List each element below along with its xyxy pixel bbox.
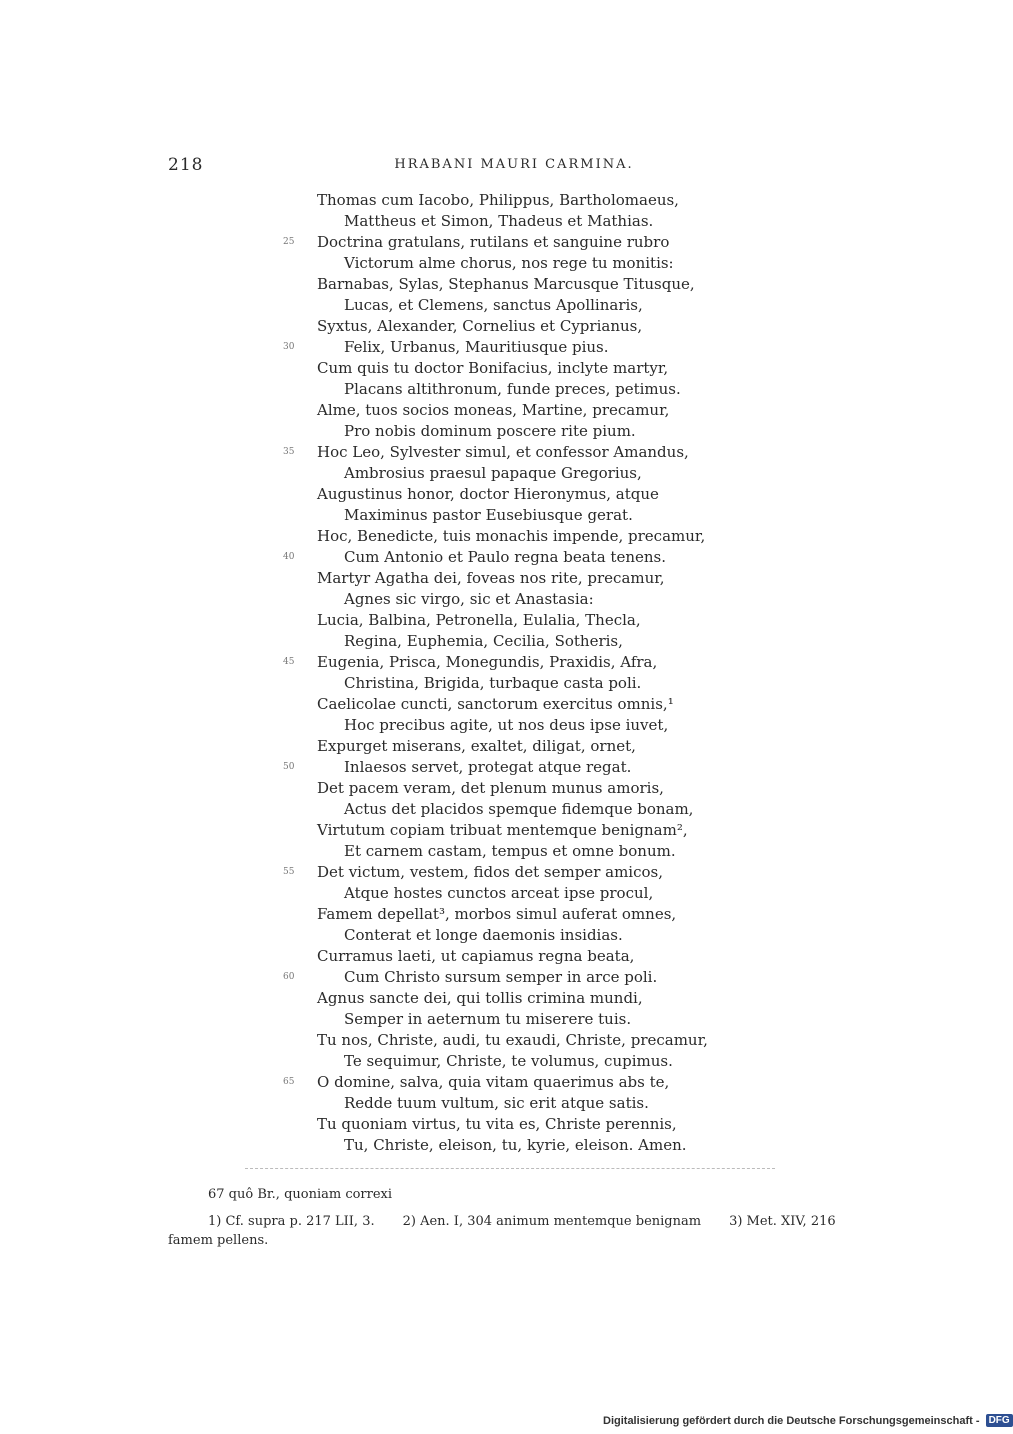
verse-line (0, 505, 1000, 526)
line-number: 65 (283, 1077, 295, 1087)
verse-line (0, 1114, 1000, 1135)
running-title: HRABANI MAURI CARMINA. (394, 157, 634, 172)
verse-text: Virtutum copiam tribuat mentemque benignam², (317, 821, 688, 839)
verse-line (0, 337, 1000, 358)
verse-text: Semper in aeternum tu miserere tuis. (344, 1010, 632, 1028)
line-number: 30 (283, 342, 295, 352)
verse-text: Det pacem veram, det plenum munus amoris, (317, 779, 664, 797)
verse-line (0, 946, 1000, 967)
verse-line (0, 358, 1000, 379)
verse-text: Atque hostes cunctos arceat ipse procul, (344, 884, 654, 902)
apparatus-note: 67 quô Br., quoniam correxi (208, 1187, 393, 1202)
verse-line (0, 862, 1000, 883)
footnotes-block (168, 1185, 848, 1250)
footnote-line (168, 1212, 848, 1231)
verse-text: Det victum, vestem, fidos det semper amicos, (317, 863, 663, 881)
verse-text: Alme, tuos socios moneas, Martine, precamur, (317, 401, 670, 419)
verse-line (0, 442, 1000, 463)
line-number: 25 (283, 237, 295, 247)
verse-line (0, 883, 1000, 904)
verse-line (0, 904, 1000, 925)
verse-line (0, 484, 1000, 505)
verse-text: Barnabas, Sylas, Stephanus Marcusque Titusque, (317, 275, 695, 293)
line-number: 50 (283, 762, 295, 772)
verse-text: Et carnem castam, tempus et omne bonum. (344, 842, 676, 860)
verse-text: Redde tuum vultum, sic erit atque satis. (344, 1094, 649, 1112)
verse-text: Actus det placidos spemque fidemque bonam, (344, 800, 694, 818)
footnote-1: 1) Cf. supra p. 217 LII, 3. (208, 1214, 375, 1229)
verse-line (0, 421, 1000, 442)
verse-line (0, 631, 1000, 652)
verse-text: Eugenia, Prisca, Monegundis, Praxidis, Afra, (317, 653, 658, 671)
verse-text: Victorum alme chorus, nos rege tu monitis: (344, 254, 674, 272)
verse-text: Tu nos, Christe, audi, tu exaudi, Christe, precamur, (317, 1031, 708, 1049)
footnote-3: 3) Met. XIV, 216 (729, 1214, 836, 1229)
verse-text: Cum Christo sursum semper in arce poli. (344, 968, 658, 986)
line-number: 60 (283, 972, 295, 982)
verse-line (0, 715, 1000, 736)
page-number: 218 (168, 155, 204, 175)
verse-text: O domine, salva, quia vitam quaerimus abs te, (317, 1073, 670, 1091)
verse-text: Tu, Christe, eleison, tu, kyrie, eleison. Amen. (344, 1136, 687, 1154)
verse-line (0, 1072, 1000, 1093)
verse-text: Maximinus pastor Eusebiusque gerat. (344, 506, 633, 524)
verse-text: Syxtus, Alexander, Cornelius et Cyprianus, (317, 317, 643, 335)
verse-line (0, 988, 1000, 1009)
verse-text: Curramus laeti, ut capiamus regna beata, (317, 947, 635, 965)
verse-text: Cum Antonio et Paulo regna beata tenens. (344, 548, 666, 566)
verse-line (0, 1135, 1000, 1156)
verse-line (0, 820, 1000, 841)
verse-text: Martyr Agatha dei, foveas nos rite, precamur, (317, 569, 665, 587)
verse-line (0, 652, 1000, 673)
footnote-separator (245, 1168, 775, 1169)
verse-text: Lucas, et Clemens, sanctus Apollinaris, (344, 296, 643, 314)
verse-line (0, 295, 1000, 316)
verse-text: Agnes sic virgo, sic et Anastasia: (344, 590, 594, 608)
verse-text: Regina, Euphemia, Cecilia, Sotheris, (344, 632, 623, 650)
verse-line (0, 799, 1000, 820)
verse-text: Hoc Leo, Sylvester simul, et confessor Amandus, (317, 443, 689, 461)
verse-line (0, 841, 1000, 862)
verse-line (0, 610, 1000, 631)
verse-line (0, 400, 1000, 421)
verse-line (0, 253, 1000, 274)
verse-line (0, 925, 1000, 946)
verse-line (0, 589, 1000, 610)
verse-text: Te sequimur, Christe, te volumus, cupimus. (344, 1052, 673, 1070)
verse-line (0, 757, 1000, 778)
verse-line (0, 1093, 1000, 1114)
verse-text: Hoc, Benedicte, tuis monachis impende, precamur, (317, 527, 706, 545)
verse-line (0, 967, 1000, 988)
verse-line (0, 526, 1000, 547)
verse-text: Ambrosius praesul papaque Gregorius, (344, 464, 642, 482)
line-number: 55 (283, 867, 295, 877)
verse-text: Tu quoniam virtus, tu vita es, Christe perennis, (317, 1115, 677, 1133)
verse-line (0, 778, 1000, 799)
verse-text: Felix, Urbanus, Mauritiusque pius. (344, 338, 609, 356)
verse-line (0, 673, 1000, 694)
verse-text: Lucia, Balbina, Petronella, Eulalia, Thecla, (317, 611, 641, 629)
verse-text: Hoc precibus agite, ut nos deus ipse iuvet, (344, 716, 669, 734)
verse-line (0, 1051, 1000, 1072)
verse-text: Augustinus honor, doctor Hieronymus, atque (317, 485, 659, 503)
verse-text: Caelicolae cuncti, sanctorum exercitus omnis,¹ (317, 695, 674, 713)
verse-text: Christina, Brigida, turbaque casta poli. (344, 674, 642, 692)
verse-text: Mattheus et Simon, Thadeus et Mathias. (344, 212, 654, 230)
verse-line (0, 1009, 1000, 1030)
verse-line (0, 736, 1000, 757)
verse-line (0, 316, 1000, 337)
verse-line (0, 694, 1000, 715)
line-number: 40 (283, 552, 295, 562)
verse-line (0, 274, 1000, 295)
verse-text: Agnus sancte dei, qui tollis crimina mundi, (317, 989, 643, 1007)
verse-text: Expurget miserans, exaltet, diligat, ornet, (317, 737, 636, 755)
verse-line (0, 190, 1000, 211)
verse-text: Famem depellat³, morbos simul auferat omnes, (317, 905, 677, 923)
verse-text: Conterat et longe daemonis insidias. (344, 926, 623, 944)
verse-line (0, 1030, 1000, 1051)
line-number: 45 (283, 657, 295, 667)
verse-text: Pro nobis dominum poscere rite pium. (344, 422, 636, 440)
verse-text: Placans altithronum, funde preces, petimus. (344, 380, 681, 398)
verse-text: Doctrina gratulans, rutilans et sanguine rubro (317, 233, 670, 251)
poem-body (0, 190, 1000, 1156)
verse-line (0, 463, 1000, 484)
digitization-credit (603, 1414, 1013, 1427)
dfg-logo[interactable]: DFG (986, 1414, 1013, 1427)
verse-line (0, 232, 1000, 253)
verse-line (0, 568, 1000, 589)
verse-text: Thomas cum Iacobo, Philippus, Bartholomaeus, (317, 191, 679, 209)
footnote-3-continuation: famem pellens. (168, 1233, 269, 1248)
line-number: 35 (283, 447, 295, 457)
verse-line (0, 547, 1000, 568)
verse-text: Cum quis tu doctor Bonifacius, inclyte martyr, (317, 359, 669, 377)
verse-line (0, 211, 1000, 232)
footnote-2: 2) Aen. I, 304 animum mentemque benignam (402, 1214, 702, 1229)
running-head (168, 155, 860, 177)
credit-text: Digitalisierung gefördert durch die Deutsche Forschungsgemeinschaft - (603, 1415, 980, 1427)
verse-text: Inlaesos servet, protegat atque regat. (344, 758, 632, 776)
verse-line (0, 379, 1000, 400)
